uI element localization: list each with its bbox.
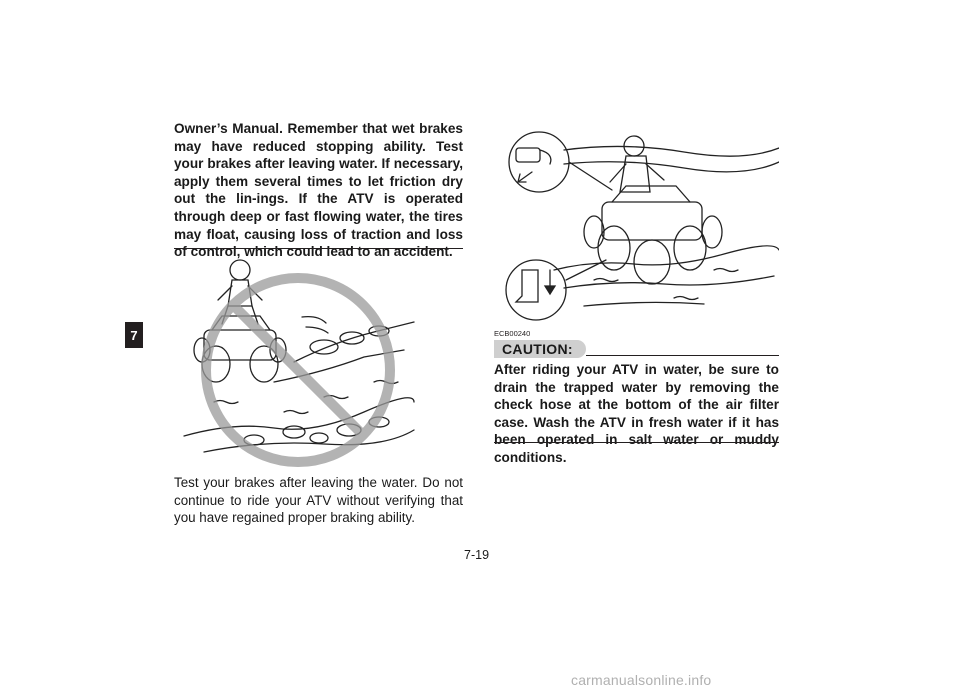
page-number: 7-19 xyxy=(464,548,490,562)
caution-label: CAUTION: xyxy=(494,340,586,358)
caution-end-rule xyxy=(494,442,779,443)
chapter-tab: 7 xyxy=(125,322,143,348)
atv-in-water-prohibited-illustration xyxy=(174,252,422,468)
test-brakes-text: Test your brakes after leaving the water. Do not continue to ride your ATV without verifying that you have regained proper braking ability. xyxy=(174,475,463,526)
warning-text: Owner’s Manual. Remember that wet brakes may have reduced stopping ability. Test your brakes after leaving water. If necessary, apply them several times to let friction dry out the lin-ings. If the ATV is operated through deep or fast flowing water, the tires may float, causing loss of traction and loss of control, which could lead to an accident. xyxy=(174,121,463,260)
caution-text: After riding your ATV in water, be sure to drain the trapped water by removing the check hose at the bottom of the air filter case. Wash the ATV in fresh water if it has been operated in salt water or muddy conditions. xyxy=(494,362,779,465)
left-column xyxy=(174,120,463,261)
caution-header-rule xyxy=(586,355,779,356)
atv-crossing-water-illustration xyxy=(494,120,779,332)
warning-end-rule xyxy=(174,248,463,249)
caution-text-block xyxy=(494,361,779,467)
section-code: ECB00240 xyxy=(494,329,531,338)
watermark: carmanualsonline.info xyxy=(571,672,712,688)
caution-header xyxy=(494,340,779,358)
